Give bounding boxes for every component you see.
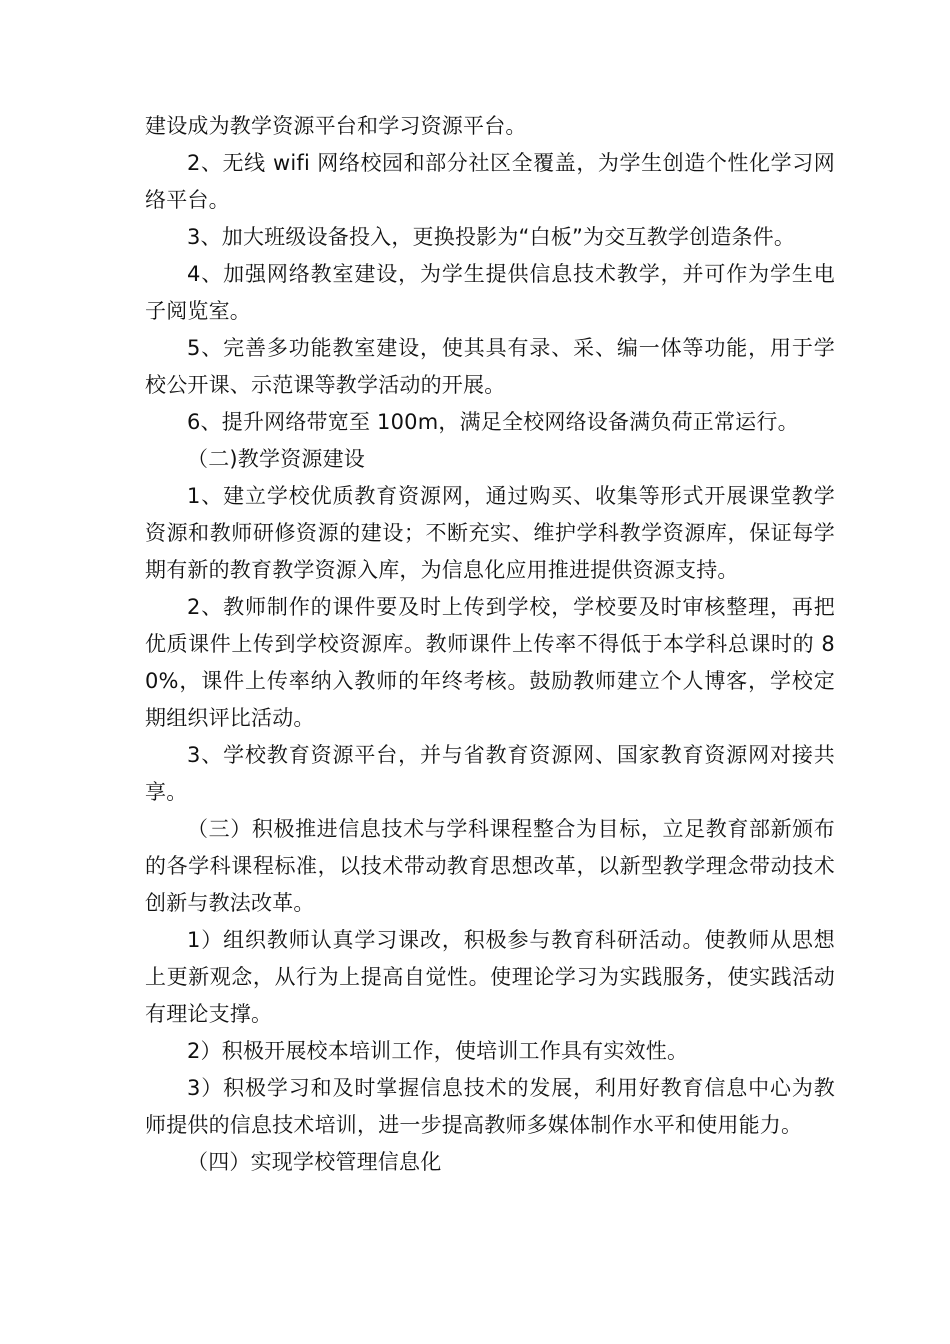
paragraph-item-2-wifi: 2、无线 wifi 网络校园和部分社区全覆盖，为学生创造个性化学习网络平台。 [145, 151, 835, 212]
paragraph-resource-2: 2、教师制作的课件要及时上传到学校，学校要及时审核整理，再把优质课件上传到学校资源库。教师课件上传率不得低于本学科总课时的 80%，课件上传率纳入教师的年终考核。鼓励教师建立个人博客，学校定期组织评比活动。 [145, 595, 835, 730]
paragraph-integration-1: 1）组织教师认真学习课改，积极参与教育科研活动。使教师从思想上更新观念，从行为上提高自觉性。使理论学习为实践服务，使实践活动有理论支撑。 [145, 928, 835, 1026]
section-heading-2: （二)教学资源建设 [187, 447, 365, 471]
paragraph-item-5-multifunction-classroom: 5、完善多功能教室建设，使其具有录、采、编一体等功能，用于学校公开课、示范课等教学活动的开展。 [145, 336, 835, 397]
paragraph-item-4-network-classroom: 4、加强网络教室建设，为学生提供信息技术教学，并可作为学生电子阅览室。 [145, 262, 835, 323]
paragraph-integration-2: 2）积极开展校本培训工作，使培训工作具有实效性。 [187, 1039, 689, 1063]
paragraph-item-6-bandwidth: 6、提升网络带宽至 100m，满足全校网络设备满负荷正常运行。 [187, 410, 799, 434]
section-heading-3: （三）积极推进信息技术与学科课程整合为目标，立足教育部新颁布的各学科课程标准，以技术带动教育思想改革，以新型教学理念带动技术创新与教法改革。 [145, 817, 835, 915]
paragraph-resource-1: 1、建立学校优质教育资源网，通过购买、收集等形式开展课堂教学资源和教师研修资源的建设；不断充实、维护学科教学资源库，保证每学期有新的教育教学资源入库，为信息化应用推进提供资源支持。 [145, 484, 835, 582]
section-heading-4: （四）实现学校管理信息化 [187, 1150, 442, 1174]
paragraph-integration-3: 3）积极学习和及时掌握信息技术的发展，利用好教育信息中心为教师提供的信息技术培训，进一步提高教师多媒体制作水平和使用能力。 [145, 1076, 835, 1137]
paragraph-item-3-whiteboard: 3、加大班级设备投入，更换投影为“白板”为交互教学创造条件。 [187, 225, 796, 249]
document-body [145, 108, 835, 1181]
paragraph-continuation: 建设成为教学资源平台和学习资源平台。 [145, 114, 527, 138]
paragraph-resource-3: 3、学校教育资源平台，并与省教育资源网、国家教育资源网对接共享。 [145, 743, 835, 804]
